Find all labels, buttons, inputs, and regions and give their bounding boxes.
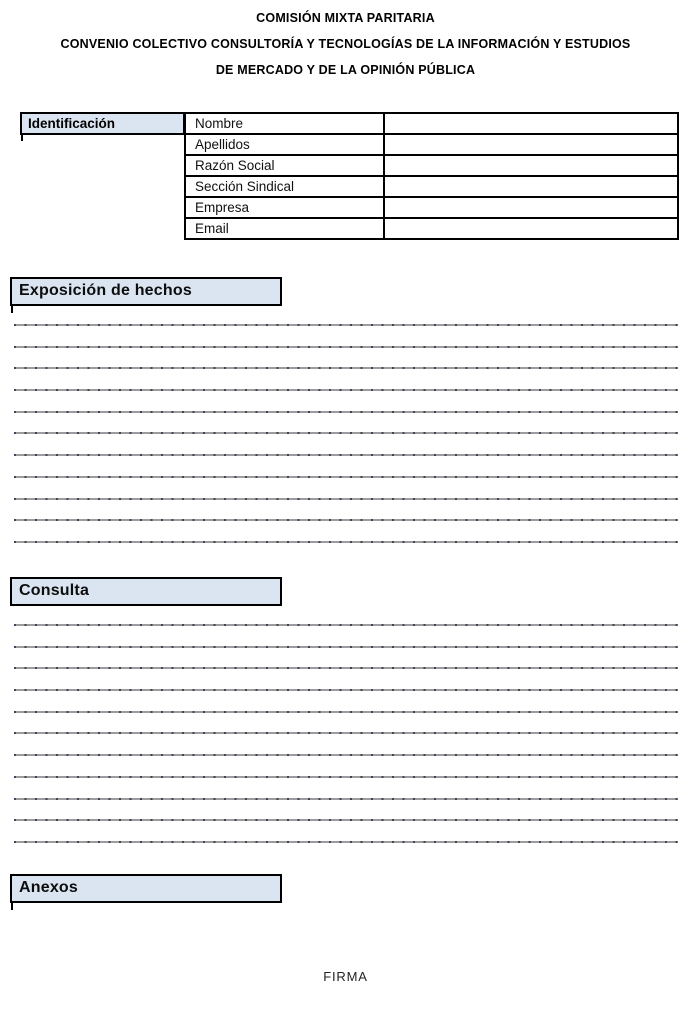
identification-table — [184, 112, 679, 240]
table-row — [186, 156, 677, 177]
dotted-writing-line — [14, 711, 678, 713]
section-header-anexos: Anexos — [10, 874, 282, 903]
table-row — [186, 114, 677, 135]
dotted-writing-line — [14, 754, 678, 756]
identification-header-cell: Identificación — [20, 112, 185, 135]
dotted-writing-line — [14, 476, 678, 478]
field-value-seccion-sindical[interactable] — [385, 177, 677, 196]
writing-area-consulta[interactable] — [14, 624, 678, 863]
dotted-writing-line — [14, 541, 678, 543]
dotted-writing-line — [14, 819, 678, 821]
table-row — [186, 135, 677, 156]
dotted-writing-line — [14, 646, 678, 648]
title-line-3: DE MERCADO Y DE LA OPINIÓN PÚBLICA — [215, 63, 476, 77]
dotted-writing-line — [14, 624, 678, 626]
field-value-email[interactable] — [385, 219, 677, 238]
dotted-writing-line — [14, 841, 678, 843]
title-line-1: COMISIÓN MIXTA PARITARIA — [256, 11, 435, 25]
dotted-writing-line — [14, 367, 678, 369]
field-value-nombre[interactable] — [385, 114, 677, 133]
dotted-writing-line — [14, 346, 678, 348]
field-value-empresa[interactable] — [385, 198, 677, 217]
dotted-writing-line — [14, 519, 678, 521]
field-label-nombre: Nombre — [186, 114, 385, 133]
title-line-2: CONVENIO COLECTIVO CONSULTORÍA Y TECNOLOGÍAS DE LA INFORMACIÓN Y ESTUDIOS — [60, 37, 631, 51]
section-header-consulta: Consulta — [10, 577, 282, 606]
table-row — [186, 198, 677, 219]
table-border-tick — [11, 903, 13, 910]
table-border-tick — [11, 306, 13, 313]
table-border-tick — [21, 135, 23, 141]
field-label-email: Email — [186, 219, 385, 238]
field-label-empresa: Empresa — [186, 198, 385, 217]
table-row — [186, 177, 677, 198]
dotted-writing-line — [14, 389, 678, 391]
dotted-writing-line — [14, 411, 678, 413]
signature-label: FIRMA — [323, 969, 368, 984]
dotted-writing-line — [14, 667, 678, 669]
dotted-writing-line — [14, 798, 678, 800]
dotted-writing-line — [14, 498, 678, 500]
field-label-razon-social: Razón Social — [186, 156, 385, 175]
section-header-exposicion: Exposición de hechos — [10, 277, 282, 306]
field-label-apellidos: Apellidos — [186, 135, 385, 154]
table-row — [186, 219, 677, 238]
writing-area-exposicion[interactable] — [14, 324, 678, 563]
field-label-seccion-sindical: Sección Sindical — [186, 177, 385, 196]
dotted-writing-line — [14, 689, 678, 691]
dotted-writing-line — [14, 454, 678, 456]
dotted-writing-line — [14, 776, 678, 778]
dotted-writing-line — [14, 324, 678, 326]
field-value-razon-social[interactable] — [385, 156, 677, 175]
field-value-apellidos[interactable] — [385, 135, 677, 154]
dotted-writing-line — [14, 432, 678, 434]
dotted-writing-line — [14, 732, 678, 734]
document-title — [0, 5, 691, 83]
